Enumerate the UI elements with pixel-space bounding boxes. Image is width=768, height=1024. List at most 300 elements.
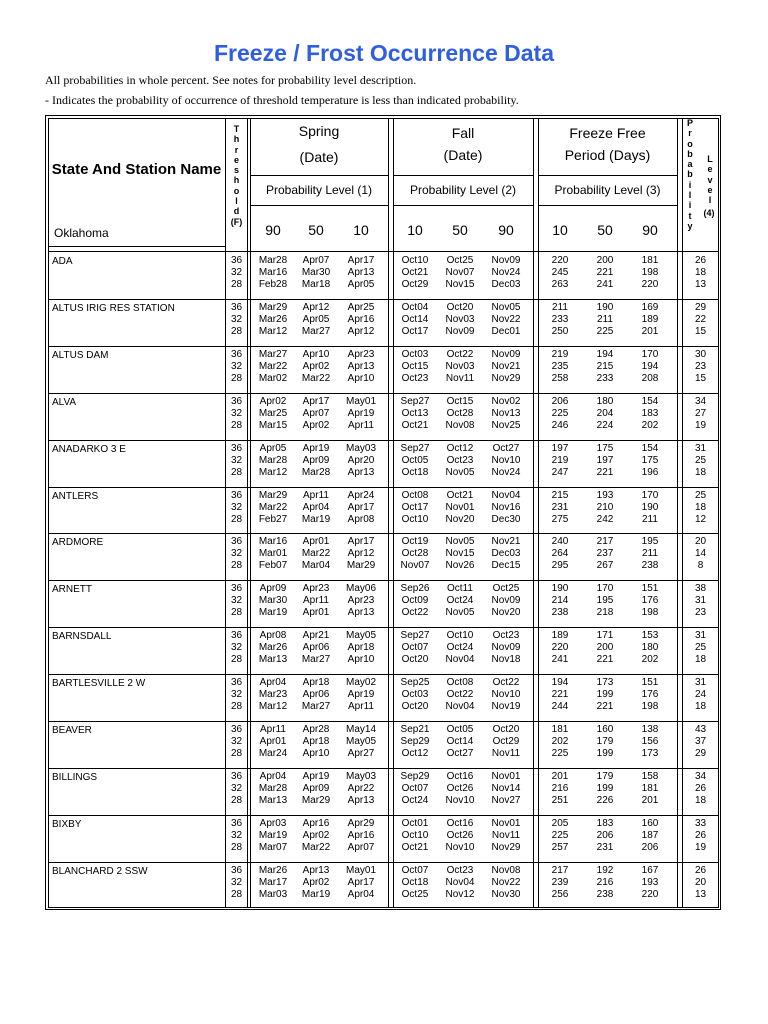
cell-value: 36 xyxy=(230,489,243,501)
table-row xyxy=(45,675,721,722)
cell-value: Apr04 xyxy=(302,501,330,513)
cell-value: Apr16 xyxy=(347,829,375,841)
cell-value: 197 xyxy=(551,442,569,454)
cell-value: Mar28 xyxy=(258,454,288,466)
cell-value: 18 xyxy=(694,466,707,478)
cell-spring10 xyxy=(338,396,384,432)
cell-value: Oct01 xyxy=(401,817,429,829)
cell-value: 211 xyxy=(642,548,658,560)
cell-value: 179 xyxy=(596,770,614,782)
cell-value: 195 xyxy=(641,536,659,548)
cell-value: 194 xyxy=(551,677,569,689)
station-name: BILLINGS xyxy=(52,771,98,783)
cell-spring50 xyxy=(296,771,336,807)
cell-fall50 xyxy=(438,724,482,760)
station-name: ALVA xyxy=(52,396,77,408)
cell-thresholds xyxy=(226,443,247,479)
cell-value: Oct16 xyxy=(446,817,474,829)
cell-value: Nov07 xyxy=(400,560,430,572)
cell-value: Mar12 xyxy=(258,466,288,478)
cell-value: Mar16 xyxy=(258,267,288,278)
cell-fall50 xyxy=(438,865,482,901)
cell-value: Nov09 xyxy=(491,255,521,266)
cell-value: 173 xyxy=(641,748,659,759)
cell-value: Nov05 xyxy=(491,301,521,313)
spring-prob-level: Probability Level (1) xyxy=(265,183,373,197)
cell-value: Oct10 xyxy=(446,630,474,642)
cell-value: 196 xyxy=(641,466,659,478)
cell-value: 31 xyxy=(694,442,707,454)
cell-value: Nov09 xyxy=(491,348,521,360)
cell-value: 28 xyxy=(230,513,243,525)
cell-value: 210 xyxy=(596,501,614,513)
cell-value: 199 xyxy=(596,748,614,759)
cell-value: Apr01 xyxy=(302,607,330,619)
cell-fall10 xyxy=(393,865,437,901)
cell-fall90 xyxy=(484,536,528,572)
cell-spring10 xyxy=(338,302,384,338)
cell-value: Apr11 xyxy=(303,489,329,501)
cell-value: Nov29 xyxy=(491,372,521,384)
cell-value: Mar29 xyxy=(258,489,288,501)
cell-ffp50 xyxy=(583,302,627,338)
cell-spring10 xyxy=(338,771,384,807)
threshold-letter: h xyxy=(233,175,240,186)
cell-value: Apr19 xyxy=(302,442,330,454)
cell-value: Nov05 xyxy=(445,466,475,478)
cell-value: Mar17 xyxy=(258,876,288,888)
threshold-letter: l xyxy=(235,196,238,207)
cell-value: May01 xyxy=(345,395,376,407)
state-name: Oklahoma xyxy=(54,226,109,240)
cell-value: 240 xyxy=(551,536,569,548)
cell-fall10 xyxy=(393,443,437,479)
cell-value: 200 xyxy=(596,642,614,654)
fall-col-50: 50 xyxy=(452,222,468,238)
cell-ffp90 xyxy=(628,349,672,385)
cell-fall90 xyxy=(484,724,528,760)
table-row xyxy=(45,722,721,769)
cell-value: Mar25 xyxy=(258,407,288,419)
ffp-prob-level: Probability Level (3) xyxy=(554,183,661,197)
fall-prob-level: Probability Level (2) xyxy=(409,183,517,197)
cell-fall10 xyxy=(393,349,437,385)
cell-spring xyxy=(250,302,296,338)
cell-value: 198 xyxy=(641,701,659,713)
cell-value: 169 xyxy=(641,301,659,313)
station-name: BEAVER xyxy=(52,725,92,736)
cell-value: Apr07 xyxy=(302,407,330,419)
cell-ffp90 xyxy=(628,396,672,432)
cell-value: Oct15 xyxy=(446,395,474,407)
cell-value: 18 xyxy=(694,654,707,666)
cell-value: Nov11 xyxy=(445,372,475,384)
cell-value: 173 xyxy=(596,677,614,689)
cell-ffp50 xyxy=(583,630,627,666)
cell-value: 258 xyxy=(551,372,569,384)
cell-ffp90 xyxy=(628,630,672,666)
station-name: BARNSDALL xyxy=(52,631,112,643)
cell-prob xyxy=(683,583,718,619)
cell-value: Nov16 xyxy=(491,501,521,513)
cell-thresholds xyxy=(226,349,247,385)
cell-value: Oct21 xyxy=(401,419,429,431)
cell-value: Oct29 xyxy=(492,736,520,747)
cell-value: Sep25 xyxy=(400,677,430,689)
cell-prob xyxy=(683,865,718,901)
row-divider xyxy=(48,487,719,488)
table-row xyxy=(45,628,721,675)
cell-value: 193 xyxy=(641,876,659,888)
cell-value: Apr04 xyxy=(347,888,375,900)
cell-ffp10 xyxy=(538,490,582,526)
cell-ffp10 xyxy=(538,677,582,713)
cell-value: Nov10 xyxy=(491,689,521,701)
cell-value: Oct07 xyxy=(401,864,429,876)
cell-value: Oct29 xyxy=(401,279,429,290)
cell-value: 233 xyxy=(551,313,569,325)
cell-value: 206 xyxy=(551,395,569,407)
cell-value: 32 xyxy=(230,829,243,841)
cell-value: May03 xyxy=(345,770,376,782)
cell-value: Nov01 xyxy=(491,770,521,782)
fall-col-10: 10 xyxy=(407,222,423,238)
cell-value: 25 xyxy=(694,642,707,654)
cell-value: 202 xyxy=(641,419,659,431)
cell-value: 28 xyxy=(230,888,243,900)
cell-value: 27 xyxy=(694,407,707,419)
cell-value: Oct20 xyxy=(492,724,520,735)
cell-value: 28 xyxy=(230,794,243,806)
cell-value: Mar22 xyxy=(301,372,331,384)
cell-value: 28 xyxy=(230,607,243,619)
cell-fall10 xyxy=(393,536,437,572)
cell-value: Nov04 xyxy=(445,876,475,888)
cell-value: 190 xyxy=(641,501,659,513)
cell-value: 138 xyxy=(641,724,659,735)
cell-value: Nov07 xyxy=(445,267,475,278)
cell-value: Apr17 xyxy=(347,536,375,548)
cell-prob xyxy=(683,349,718,385)
cell-value: 36 xyxy=(230,395,243,407)
cell-value: 275 xyxy=(551,513,569,525)
cell-value: Mar18 xyxy=(301,279,331,290)
cell-fall50 xyxy=(438,396,482,432)
cell-value: Nov03 xyxy=(445,360,475,372)
cell-value: 32 xyxy=(230,501,243,513)
row-divider xyxy=(48,721,719,722)
cell-value: 241 xyxy=(551,654,569,666)
cell-value: Oct27 xyxy=(492,442,520,454)
cell-value: Apr21 xyxy=(302,630,330,642)
cell-value: 208 xyxy=(641,372,659,384)
row-divider xyxy=(48,815,719,816)
cell-value: Mar19 xyxy=(301,888,331,900)
cell-spring50 xyxy=(296,536,336,572)
cell-ffp10 xyxy=(538,630,582,666)
cell-fall90 xyxy=(484,349,528,385)
cell-value: 28 xyxy=(230,748,243,759)
cell-value: Sep29 xyxy=(400,770,430,782)
cell-value: 183 xyxy=(596,817,614,829)
cell-fall50 xyxy=(438,630,482,666)
cell-fall50 xyxy=(438,677,482,713)
cell-value: Mar29 xyxy=(258,301,288,313)
table-row xyxy=(45,581,721,628)
cell-ffp90 xyxy=(628,583,672,619)
cell-value: 28 xyxy=(230,841,243,853)
cell-value: Apr27 xyxy=(347,748,375,759)
cell-value: Nov22 xyxy=(491,876,521,888)
cell-ffp90 xyxy=(628,771,672,807)
divider xyxy=(48,251,719,252)
cell-spring10 xyxy=(338,583,384,619)
cell-value: 251 xyxy=(551,794,569,806)
cell-value: Oct21 xyxy=(446,489,474,501)
cell-value: Apr19 xyxy=(302,770,330,782)
cell-value: 219 xyxy=(551,454,569,466)
cell-thresholds xyxy=(226,630,247,666)
cell-value: Apr02 xyxy=(302,829,330,841)
cell-value: 225 xyxy=(551,407,569,419)
cell-value: 32 xyxy=(230,689,243,701)
cell-value: 200 xyxy=(596,255,614,266)
cell-value: 180 xyxy=(641,642,659,654)
cell-value: 224 xyxy=(596,419,614,431)
prob-letter: b xyxy=(687,169,693,180)
cell-value: Apr07 xyxy=(302,255,330,266)
divider xyxy=(48,246,225,247)
station-name: ALTUS DAM xyxy=(52,349,109,361)
cell-value: Nov05 xyxy=(445,607,475,619)
cell-ffp50 xyxy=(583,724,627,760)
table-row xyxy=(45,347,721,394)
cell-value: Nov19 xyxy=(491,701,521,713)
cell-value: 23 xyxy=(694,360,707,372)
cell-value: 31 xyxy=(694,595,707,607)
cell-value: 28 xyxy=(230,372,243,384)
cell-value: 8 xyxy=(697,560,704,572)
cell-value: Nov08 xyxy=(491,864,521,876)
cell-value: 32 xyxy=(230,407,243,419)
cell-value: Nov21 xyxy=(491,360,521,372)
cell-thresholds xyxy=(226,865,247,901)
cell-value: 217 xyxy=(551,864,569,876)
cell-value: 181 xyxy=(641,782,659,794)
cell-value: 29 xyxy=(694,748,707,759)
cell-ffp50 xyxy=(583,536,627,572)
threshold-unit: (F) xyxy=(230,216,243,227)
cell-spring10 xyxy=(338,818,384,854)
cell-value: Mar23 xyxy=(258,689,288,701)
cell-ffp10 xyxy=(538,396,582,432)
cell-value: 190 xyxy=(596,301,614,313)
cell-value: 183 xyxy=(641,407,659,419)
cell-value: 267 xyxy=(596,560,614,572)
cell-value: Apr13 xyxy=(347,267,375,278)
cell-value: 25 xyxy=(694,489,707,501)
cell-thresholds xyxy=(226,771,247,807)
cell-value: 36 xyxy=(230,864,243,876)
cell-value: Mar27 xyxy=(258,348,288,360)
cell-value: Oct25 xyxy=(401,888,429,900)
cell-value: 256 xyxy=(551,888,569,900)
cell-prob xyxy=(683,443,718,479)
ffp-sub: Period (Days) xyxy=(564,147,651,163)
cell-value: Apr09 xyxy=(259,583,287,595)
cell-ffp10 xyxy=(538,302,582,338)
cell-value: Nov14 xyxy=(491,782,521,794)
cell-value: 43 xyxy=(694,724,707,735)
cell-spring50 xyxy=(296,677,336,713)
cell-spring10 xyxy=(338,490,384,526)
level-letter: v xyxy=(707,174,713,185)
cell-value: Oct08 xyxy=(401,489,429,501)
cell-value: 156 xyxy=(641,736,659,747)
cell-value: 217 xyxy=(596,536,614,548)
cell-value: Nov24 xyxy=(491,466,521,478)
cell-value: Nov02 xyxy=(491,395,521,407)
cell-value: Oct21 xyxy=(401,841,429,853)
table-row xyxy=(45,253,721,300)
cell-ffp10 xyxy=(538,865,582,901)
cell-value: Oct23 xyxy=(492,630,520,642)
cell-value: 175 xyxy=(596,442,614,454)
cell-value: Nov10 xyxy=(491,454,521,466)
cell-ffp50 xyxy=(583,677,627,713)
cell-value: Nov05 xyxy=(445,536,475,548)
cell-spring xyxy=(250,818,296,854)
cell-value: 25 xyxy=(694,454,707,466)
cell-value: Nov20 xyxy=(491,607,521,619)
cell-value: Oct24 xyxy=(401,794,429,806)
cell-value: 241 xyxy=(596,279,614,290)
cell-value: 32 xyxy=(230,454,243,466)
divider xyxy=(393,205,533,206)
cell-value: 235 xyxy=(551,360,569,372)
cell-prob xyxy=(683,302,718,338)
station-name-header: State And Station Name xyxy=(51,161,222,178)
cell-fall90 xyxy=(484,818,528,854)
threshold-letter: o xyxy=(233,185,240,196)
cell-spring xyxy=(250,536,296,572)
prob-letter: P xyxy=(686,118,693,128)
prob-letter: l xyxy=(688,190,692,201)
cell-value: 220 xyxy=(641,888,659,900)
cell-value: 28 xyxy=(230,701,243,713)
station-name: ARNETT xyxy=(52,584,92,596)
cell-fall10 xyxy=(393,630,437,666)
cell-value: 31 xyxy=(694,630,707,642)
cell-value: 34 xyxy=(694,770,707,782)
cell-value: Oct04 xyxy=(401,301,429,313)
cell-value: Apr11 xyxy=(260,724,286,735)
level-letter: e xyxy=(707,164,713,175)
cell-value: 32 xyxy=(230,876,243,888)
cell-spring xyxy=(250,724,296,760)
threshold-header xyxy=(226,124,247,227)
cell-spring10 xyxy=(338,630,384,666)
cell-value: 204 xyxy=(596,407,614,419)
cell-ffp50 xyxy=(583,818,627,854)
cell-value: Nov04 xyxy=(445,701,475,713)
cell-value: 167 xyxy=(641,864,659,876)
cell-value: 295 xyxy=(551,560,569,572)
cell-value: 206 xyxy=(596,829,614,841)
cell-value: 175 xyxy=(641,454,659,466)
cell-value: Apr10 xyxy=(302,748,330,759)
cell-value: 202 xyxy=(641,654,659,666)
cell-value: May06 xyxy=(345,583,376,595)
cell-value: Mar12 xyxy=(258,701,288,713)
cell-value: 201 xyxy=(551,770,569,782)
cell-value: 26 xyxy=(694,864,707,876)
cell-value: Apr08 xyxy=(347,513,375,525)
cell-value: Apr25 xyxy=(347,301,375,313)
cell-fall90 xyxy=(484,302,528,338)
cell-value: Oct18 xyxy=(401,466,429,478)
table-row xyxy=(45,441,721,488)
cell-value: 170 xyxy=(641,348,659,360)
cell-prob xyxy=(683,255,718,291)
cell-spring50 xyxy=(296,583,336,619)
cell-value: Mar19 xyxy=(301,513,331,525)
cell-value: Apr17 xyxy=(347,255,375,266)
cell-value: Mar13 xyxy=(258,794,288,806)
cell-value: 36 xyxy=(230,630,243,642)
cell-ffp10 xyxy=(538,724,582,760)
cell-spring xyxy=(250,255,296,291)
cell-value: 151 xyxy=(641,677,659,689)
cell-value: Mar12 xyxy=(258,325,288,337)
cell-value: Nov04 xyxy=(491,489,521,501)
cell-ffp90 xyxy=(628,818,672,854)
cell-value: Nov24 xyxy=(491,267,521,278)
cell-value: Sep27 xyxy=(400,395,430,407)
cell-value: May05 xyxy=(345,630,376,642)
cell-value: 37 xyxy=(694,736,707,747)
cell-value: 36 xyxy=(230,536,243,548)
cell-value: Apr12 xyxy=(347,325,375,337)
cell-spring50 xyxy=(296,302,336,338)
cell-spring50 xyxy=(296,255,336,291)
cell-ffp10 xyxy=(538,536,582,572)
cell-value: Apr13 xyxy=(347,360,375,372)
cell-value: Oct19 xyxy=(401,536,429,548)
row-divider xyxy=(48,580,719,581)
cell-value: Mar30 xyxy=(301,267,331,278)
cell-fall10 xyxy=(393,724,437,760)
cell-fall90 xyxy=(484,396,528,432)
cell-value: May02 xyxy=(345,677,376,689)
cell-fall90 xyxy=(484,771,528,807)
cell-spring xyxy=(250,583,296,619)
cell-value: Mar29 xyxy=(346,560,376,572)
cell-value: Feb28 xyxy=(258,279,288,290)
cell-value: Feb27 xyxy=(258,513,288,525)
cell-value: Nov26 xyxy=(445,560,475,572)
cell-fall10 xyxy=(393,583,437,619)
cell-value: 199 xyxy=(596,689,614,701)
cell-value: Apr09 xyxy=(302,454,330,466)
cell-ffp90 xyxy=(628,490,672,526)
cell-value: 154 xyxy=(641,442,659,454)
cell-value: Feb07 xyxy=(258,560,288,572)
cell-value: Nov21 xyxy=(491,536,521,548)
cell-value: Oct23 xyxy=(446,454,474,466)
cell-value: Nov20 xyxy=(445,513,475,525)
cell-ffp90 xyxy=(628,302,672,338)
